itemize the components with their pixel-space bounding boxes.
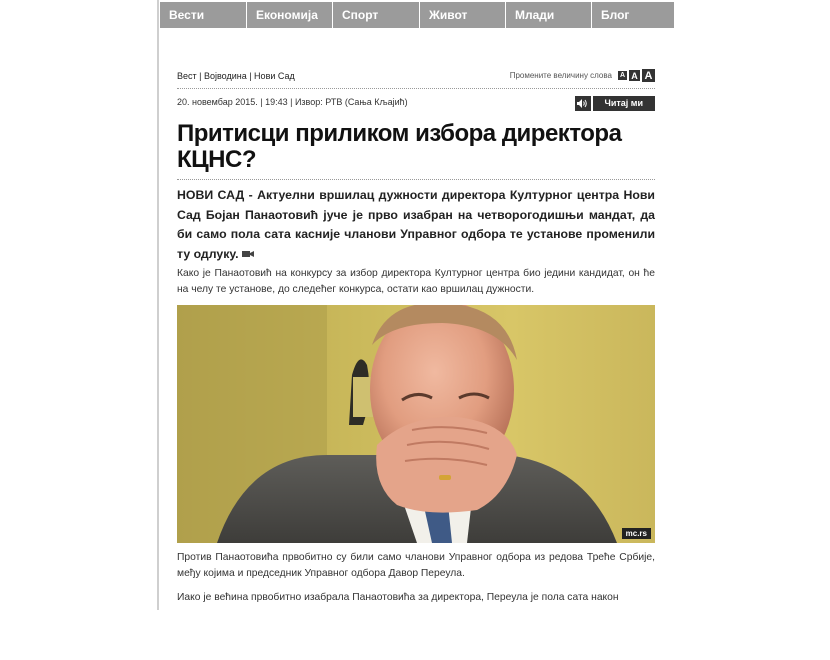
nav-item-sport[interactable]: Спорт xyxy=(333,2,420,28)
font-size-label: Промените величину слова xyxy=(509,71,612,80)
article-paragraph: Против Панаотовића првобитно су били само чланови Управног одбора из редова Треће Србије, међу којима и председник Управног одбора Давор Переула. xyxy=(177,552,655,579)
nav-item-zivot[interactable]: Живот xyxy=(420,2,506,28)
article-paragraph: Како је Панаотовић на конкурсу за избор директора Културног центра био једини кандидат, он ће на челу те установе, до следећег конкурса, остати као вршилац дужности. xyxy=(177,268,655,295)
photo-credit: mc.rs xyxy=(622,528,651,539)
speaker-icon[interactable] xyxy=(575,96,591,111)
article-title: Притисци приликом избора директора КЦНС? xyxy=(177,120,622,173)
article-paragraph: Иако је већина првобитно изабрала Панаотовића за директора, Переула је пола сата након xyxy=(177,592,619,603)
nav-item-ekonomija[interactable]: Економија xyxy=(247,2,333,28)
article-lead xyxy=(177,186,655,264)
font-small-button[interactable]: A xyxy=(619,72,626,79)
video-camera-icon[interactable] xyxy=(242,245,254,265)
font-size-control xyxy=(510,69,655,82)
main-nav xyxy=(160,2,674,28)
photo-illustration xyxy=(177,305,655,543)
font-large-button[interactable]: A xyxy=(642,69,655,82)
divider xyxy=(177,179,655,180)
breadcrumb[interactable]: Вест | Војводина | Нови Сад xyxy=(177,71,295,81)
read-to-me-button[interactable]: Читај ми xyxy=(593,96,655,111)
read-to-me-control[interactable] xyxy=(575,96,655,111)
divider xyxy=(177,88,655,89)
nav-item-vesti[interactable]: Вести xyxy=(160,2,247,28)
font-medium-button[interactable]: A xyxy=(629,70,640,81)
nav-item-blog[interactable]: Блог xyxy=(592,2,674,28)
lead-text: НОВИ САД - Актуелни вршилац дужности директора Културног центра Нови Сад Бојан Панаотовић јуче је прво изабран на четворогодишњи мандат, да би само пола сата касније чланови Управног одбора те установе променили ту одлуку. xyxy=(177,188,655,261)
nav-item-mladi[interactable]: Млади xyxy=(506,2,592,28)
article-meta: 20. новембар 2015. | 19:43 | Извор: РТВ (Сања Кљајић) xyxy=(177,97,408,107)
article-photo xyxy=(177,305,655,543)
